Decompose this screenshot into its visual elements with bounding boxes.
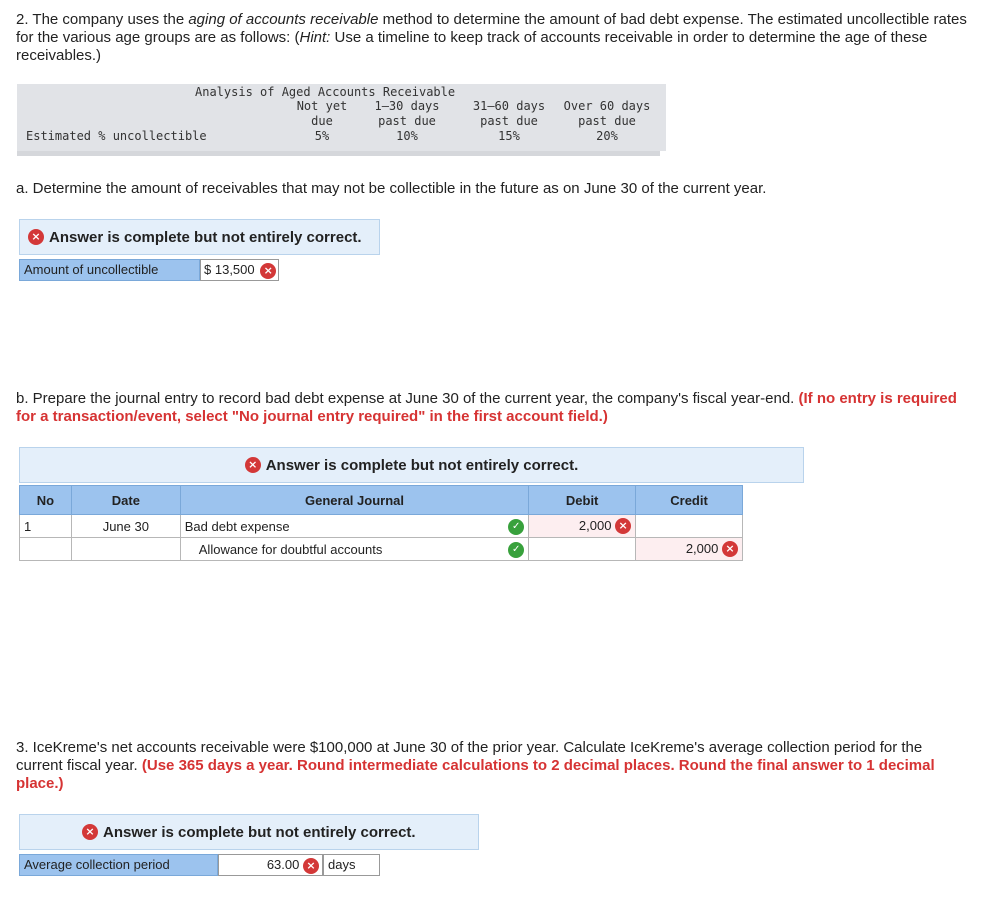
aging-row-label: Estimated % uncollectible [26,129,207,143]
journal-header-row [20,486,743,515]
aging-col-31-60 [465,99,553,144]
debit-cell[interactable] [529,538,636,561]
aging-table-title: Analysis of Aged Accounts Receivable [195,85,456,99]
q2-text-1: 2. The company uses the [16,11,189,28]
debit-value: 2,000 [578,517,612,533]
q3-question-text: 3. IceKreme's net accounts receivable were $100,000 at June 30 of the prior year. Calculate IceKreme's average collection period for the current fiscal year. [16,739,923,774]
part-a-banner-text: Answer is complete but not entirely correct. [49,228,362,246]
col-header-date: Date [71,486,180,515]
col-header-credit: Credit [636,486,743,515]
entry-date[interactable] [71,538,180,561]
aging-col-header: past due [578,114,636,128]
col-header-general-journal: General Journal [180,486,528,515]
aging-col-rate: 20% [596,129,618,143]
aging-col-header: due [311,114,333,128]
aging-col-header: 1–30 days [374,99,440,113]
amount-uncollectible-value: 13,500 [214,262,255,277]
incorrect-icon: × [28,229,44,245]
account-name: Allowance for doubtful accounts [198,541,383,557]
q3-banner-text: Answer is complete but not entirely correct. [103,823,416,841]
aging-col-1-30 [367,99,447,144]
currency-symbol: $ [204,262,212,277]
part-a-result-banner [19,219,380,255]
avg-collection-period-value: 63.00 [266,857,300,872]
q2-italic-term: aging of accounts receivable [188,11,379,28]
debit-cell[interactable] [529,515,636,538]
part-a-question: a. Determine the amount of receivables that may not be collectible in the future as on June 30 of the current year. [16,180,767,197]
account-cell[interactable] [180,515,528,538]
aging-table [17,84,666,151]
amount-uncollectible-label: Amount of uncollectible [19,259,200,281]
part-b-banner-text: Answer is complete but not entirely correct. [265,456,579,474]
aging-col-header: Over 60 days [563,99,651,113]
q3-result-banner [19,814,479,850]
aging-col-not-yet-due [285,99,359,144]
correct-icon: ✓ [508,519,524,535]
entry-date[interactable]: June 30 [71,515,180,538]
account-name: Bad debt expense [184,518,290,534]
aging-col-header: past due [480,114,538,128]
table-row [20,515,743,538]
aging-col-header: Not yet [296,99,348,113]
col-header-debit: Debit [529,486,636,515]
account-cell[interactable] [180,538,528,561]
incorrect-icon: × [245,457,261,473]
q2-text-2: method to determine the amount of bad debt expense. The estimated uncollectible rates for the various age groups are as follows: ( [16,11,967,46]
q3-instruction: (Use 365 days a year. Round intermediate calculations to 2 decimal places. Round the final answer to 1 decimal place.) [16,757,935,792]
part-b-instruction: (If no entry is required for a transaction/event, select "No journal entry required" in the first account field.) [16,390,957,425]
question-3 [16,739,968,793]
amount-uncollectible-field[interactable] [200,259,279,281]
incorrect-icon: × [722,541,738,557]
part-b-question-text: b. Prepare the journal entry to record bad debt expense at June 30 of the current year, the company's fiscal year-end. [16,390,799,407]
q2-text-3: Use a timeline to keep track of accounts receivable in order to determine the age of these receivables.) [16,29,928,64]
table-row [20,538,743,561]
incorrect-icon: × [303,858,319,874]
credit-cell[interactable] [636,538,743,561]
entry-no: 1 [20,515,72,538]
avg-collection-period-label: Average collection period [19,854,218,876]
col-header-no: No [20,486,72,515]
credit-cell[interactable] [636,515,743,538]
avg-collection-period-field[interactable] [218,854,323,876]
incorrect-icon: × [82,824,98,840]
aging-col-header: 31–60 days [472,99,546,113]
q2-hint-label: Hint: [299,29,331,46]
general-journal-table [19,485,743,561]
aging-col-rate: 15% [498,129,520,143]
question-2-text [16,11,968,65]
aging-col-rate: 5% [314,129,330,143]
entry-no [20,538,72,561]
incorrect-icon: × [260,263,276,279]
correct-icon: ✓ [508,542,524,558]
incorrect-icon: × [615,518,631,534]
avg-collection-period-unit: days [323,854,380,876]
aging-table-bottom-bar [17,151,660,156]
part-b-result-banner [19,447,804,483]
aging-col-header: past due [378,114,436,128]
aging-col-over-60 [557,99,657,144]
credit-value: 2,000 [685,540,719,556]
part-b-question [16,390,968,426]
aging-col-rate: 10% [396,129,418,143]
